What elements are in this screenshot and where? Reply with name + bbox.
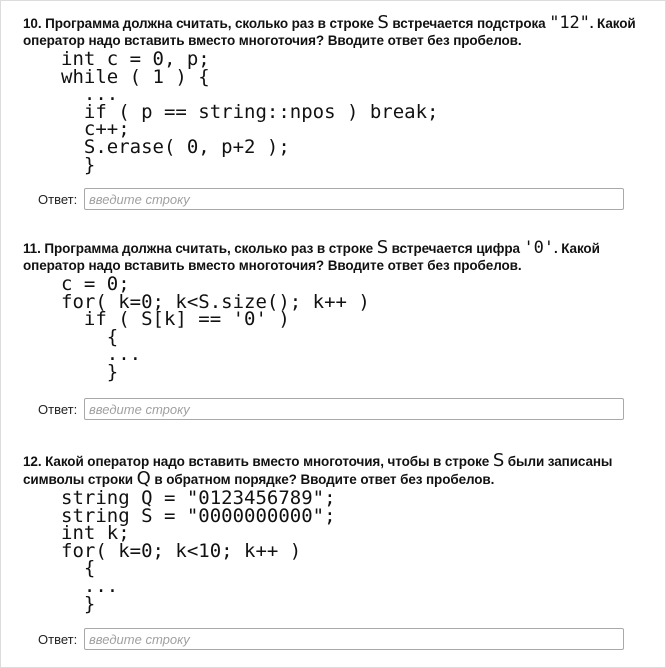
question-10-code-block [61, 48, 643, 176]
code-line: ... [61, 343, 142, 366]
question-12-answer-row [38, 627, 624, 651]
question-12-code-block [61, 487, 643, 615]
code-line: if ( S[k] == '0' ) [61, 308, 290, 331]
question-11-text-part-1: Программа должна считать, сколько раз в строке [40, 241, 377, 256]
question-12-answer-label: Ответ: [38, 631, 78, 647]
question-10-number: 10. [23, 16, 42, 31]
question-12-answer-input[interactable] [84, 628, 624, 650]
question-10-text-part-3: . Какой оператор надо вставить вместо многоточия? Вводите ответ без пробелов. [23, 16, 636, 48]
question-10 [23, 14, 643, 174]
question-11-text-part-3: . Какой оператор надо вставить вместо многоточия? Вводите ответ без пробелов. [23, 241, 600, 273]
code-line: { [61, 557, 96, 580]
code-line: if ( p == string::npos ) break; [61, 100, 439, 123]
question-11-answer-input[interactable] [84, 398, 624, 420]
question-11-answer-label: Ответ: [38, 401, 78, 417]
question-10-variable: S [377, 12, 389, 33]
code-line: for( k=0; k<S.size(); k++ ) [61, 290, 370, 313]
code-line: c = 0; [61, 273, 130, 295]
code-line: for( k=0; k<10; k++ ) [61, 539, 302, 562]
code-line: ... [61, 574, 119, 597]
question-11-code-block [61, 273, 643, 383]
question-11-text-part-2: встречается цифра [388, 241, 524, 256]
question-10-answer-input[interactable] [84, 188, 624, 210]
code-line: ... [61, 83, 119, 106]
code-line: { [61, 325, 119, 348]
code-line: } [61, 360, 119, 383]
question-11-literal: '0' [523, 238, 554, 258]
question-10-text-part-2: встречается подстрока [388, 16, 550, 31]
question-10-answer-row [38, 187, 624, 211]
question-12-text-part-2: были записаны символы строки [23, 454, 613, 487]
code-line: c++; [61, 118, 130, 141]
question-12-variable: S [492, 450, 505, 471]
question-11-answer-row [38, 397, 624, 421]
code-line: int c = 0, p; [61, 48, 210, 70]
question-12-text-part-3: в обратном порядке? Вводите ответ без пробелов. [150, 472, 495, 487]
question-11-text [23, 239, 643, 274]
question-11-variable: S [376, 237, 389, 258]
code-line: } [61, 153, 96, 176]
question-10-text-part-1: Программа должна считать, сколько раз в строке [41, 16, 378, 31]
question-11 [23, 239, 643, 382]
question-10-answer-label: Ответ: [38, 191, 78, 207]
question-10-text [23, 14, 643, 49]
code-line: int k; [61, 522, 130, 545]
code-line: } [61, 592, 96, 615]
question-12-number: 12. [23, 454, 42, 469]
code-line: string S = "0000000000"; [61, 504, 336, 527]
question-12-text [23, 452, 643, 488]
question-10-literal: "12" [549, 13, 590, 33]
code-line: S.erase( 0, p+2 ); [61, 135, 290, 158]
code-line: while ( 1 ) { [61, 65, 210, 88]
question-12-variable-q: Q [136, 468, 151, 489]
question-11-number: 11. [23, 241, 41, 256]
question-12 [23, 452, 643, 613]
code-line: string Q = "0123456789"; [61, 487, 336, 509]
question-12-text-part-1: Какой оператор надо вставить вместо многоточия, чтобы в строке [41, 454, 493, 469]
